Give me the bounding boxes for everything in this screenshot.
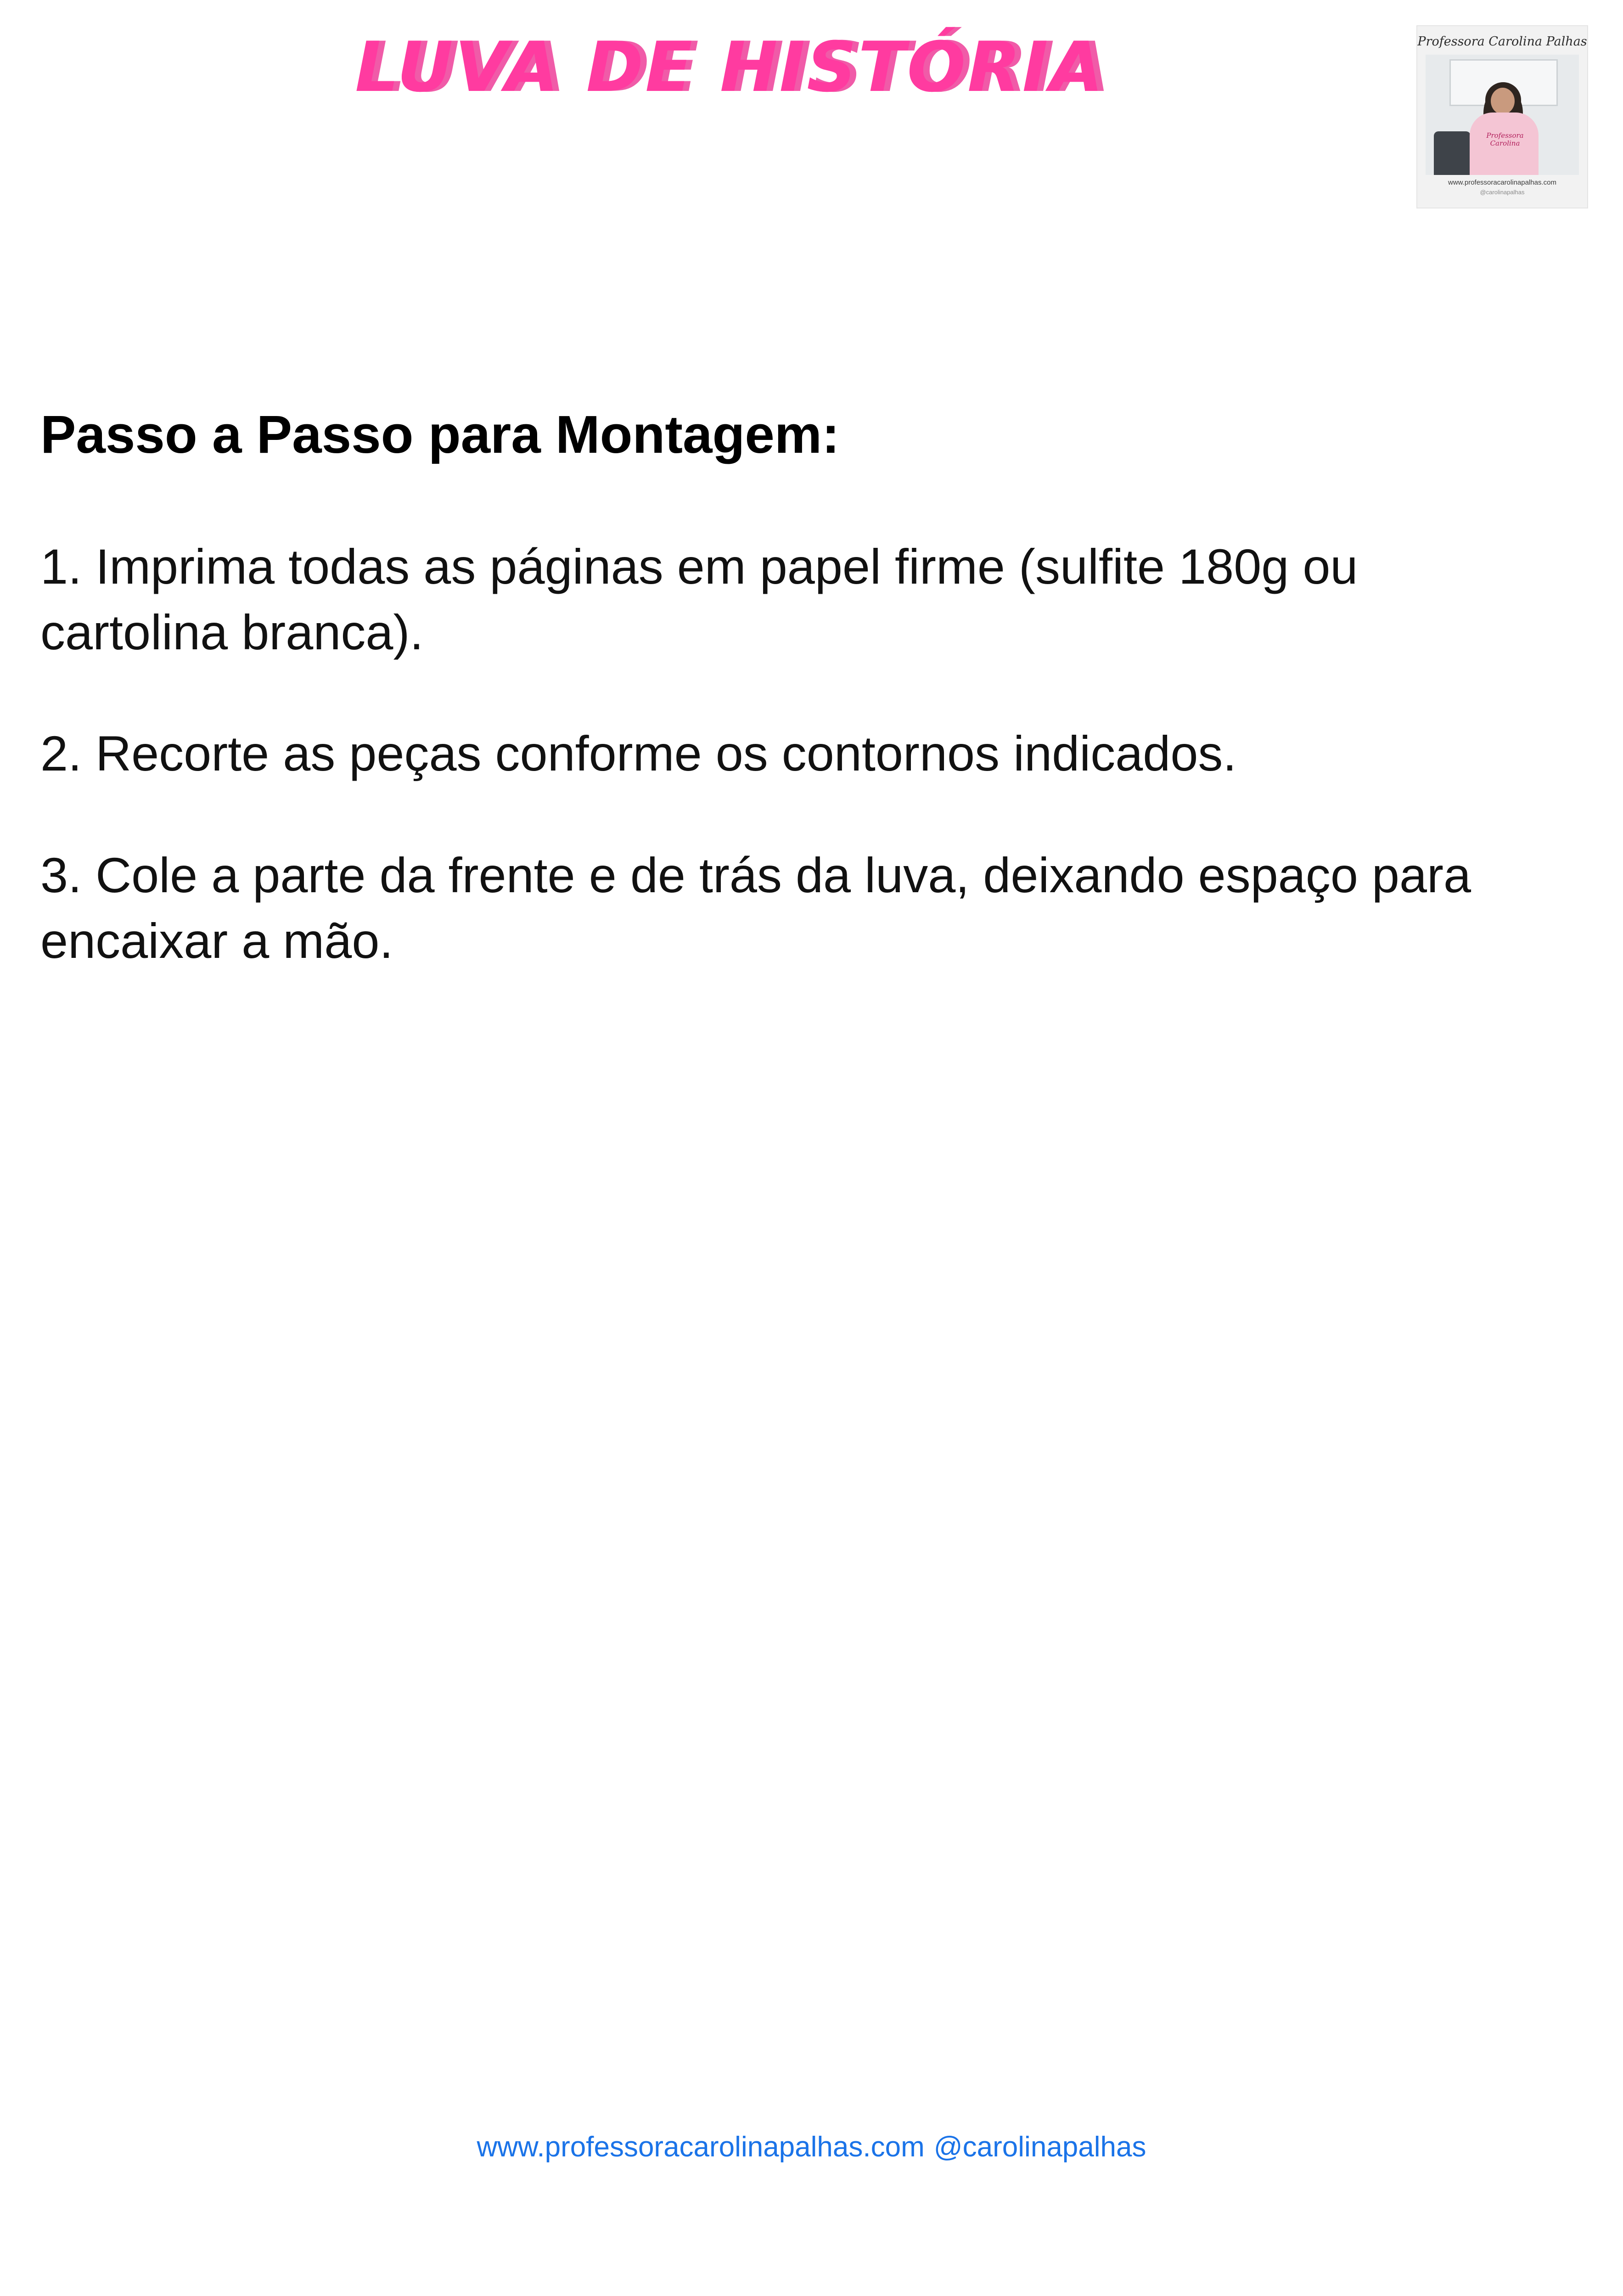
instructions-section	[40, 404, 1551, 1030]
brand-handle-label: @carolinapalhas	[1480, 189, 1525, 196]
photo-chair	[1434, 131, 1471, 175]
footer-handle-link[interactable]: @carolinapalhas	[933, 2131, 1146, 2163]
instructions-heading: Passo a Passo para Montagem:	[40, 405, 840, 464]
instruction-step-1: 1. Imprima todas as páginas em papel firme (sulfite 180g ou cartolina branca).	[40, 539, 1358, 660]
page-header	[0, 0, 1623, 220]
instruction-step-2: 2. Recorte as peças conforme os contornos indicados.	[40, 726, 1237, 782]
instruction-step-3: 3. Cole a parte da frente e de trás da luva, deixando espaço para encaixar a mão.	[40, 847, 1471, 968]
brand-logo-card	[1416, 25, 1588, 208]
brand-photo	[1426, 55, 1579, 175]
page-title: LUVA DE HISTÓRIA	[355, 28, 1105, 107]
photo-person-head	[1491, 88, 1515, 114]
photo-shirt-text: Professora Carolina	[1486, 131, 1524, 147]
brand-url-label: www.professoracarolinapalhas.com	[1448, 179, 1556, 186]
page-footer	[0, 2131, 1623, 2163]
brand-name-label: Professora Carolina Palhas	[1417, 34, 1587, 49]
footer-website-link[interactable]: www.professoracarolinapalhas.com	[477, 2131, 925, 2163]
